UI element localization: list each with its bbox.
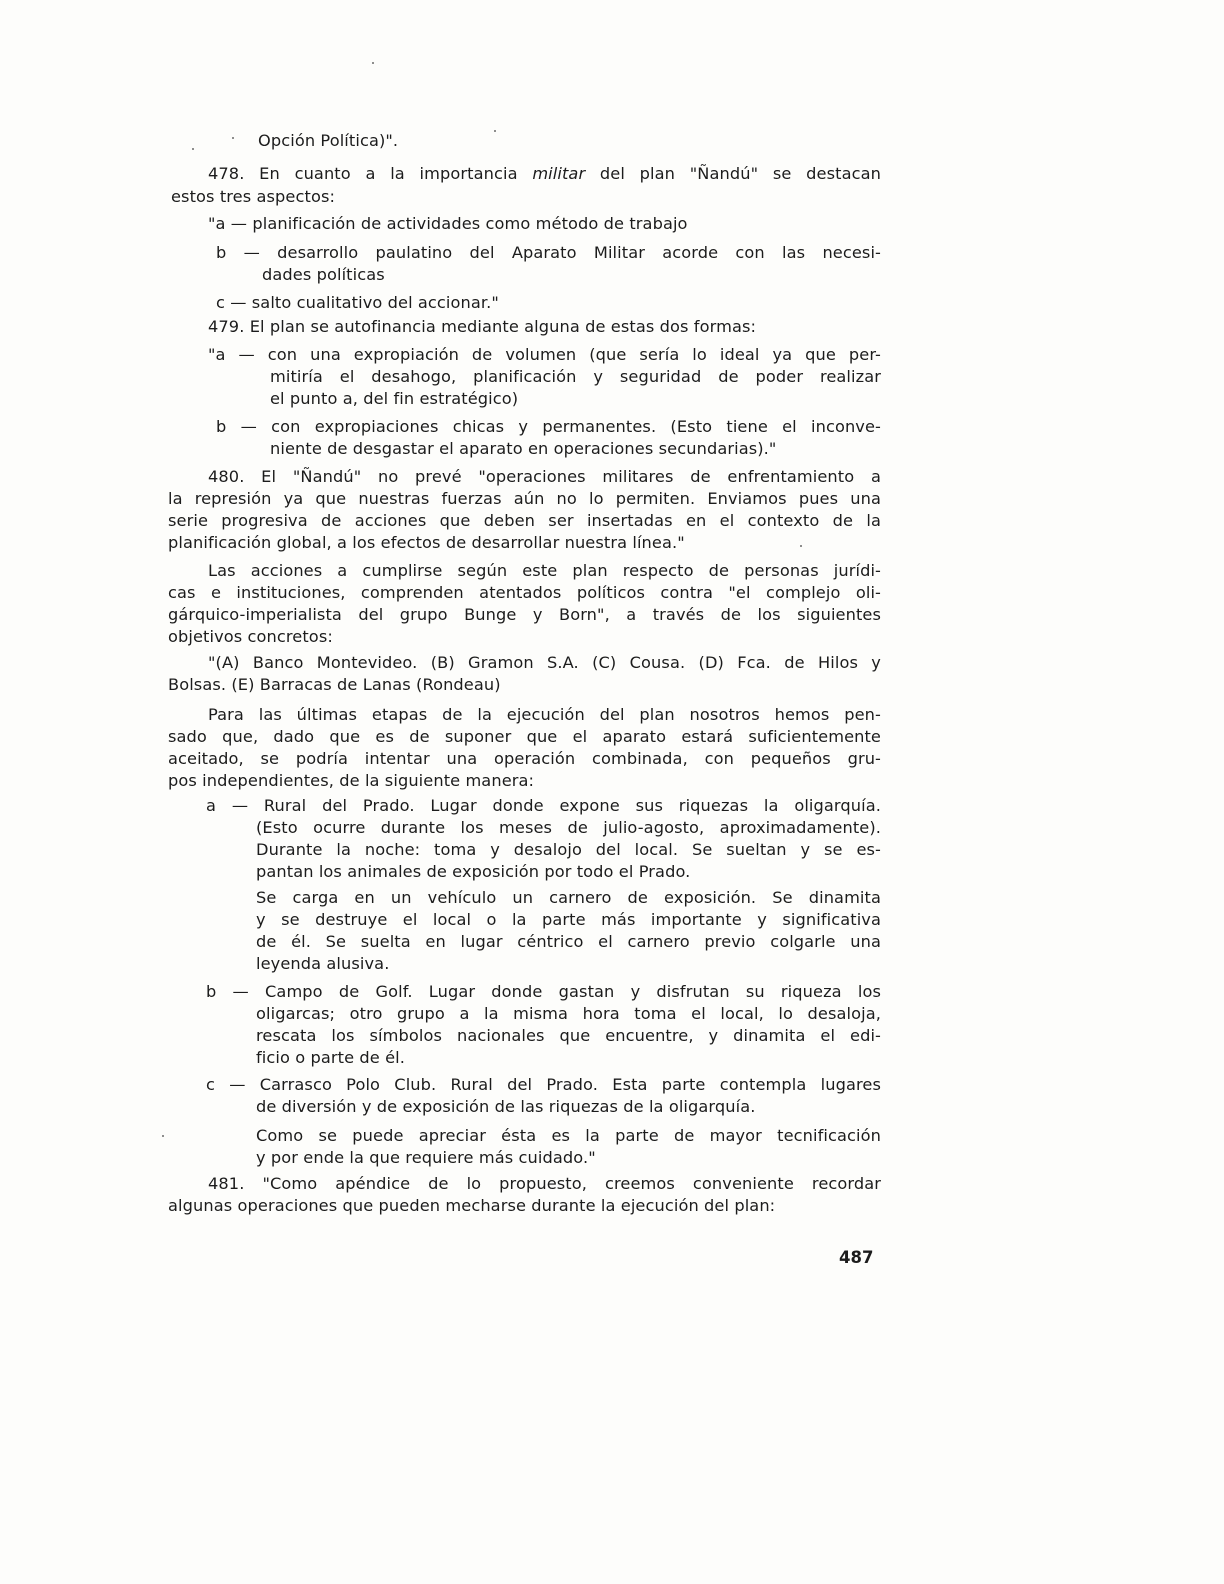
list-line: (Esto ocurre durante los meses de julio-agosto, aproximadamente). — [256, 818, 881, 837]
scan-speck — [800, 545, 802, 547]
list-line: dades políticas — [262, 265, 385, 284]
list-line: niente de desgastar el aparato en operaciones secundarias)." — [270, 439, 777, 458]
emphasis-word: militar — [532, 164, 586, 183]
list-line: leyenda alusiva. — [256, 954, 390, 973]
list-line: ficio o parte de él. — [256, 1048, 405, 1067]
page-number: 487 — [839, 1248, 874, 1267]
text-line: cas e instituciones, comprenden atentados políticos contra "el complejo oli- — [168, 583, 881, 602]
list-line: "a — con una expropiación de volumen (que sería lo ideal ya que per- — [208, 345, 881, 364]
list-line: de diversión y de exposición de las riquezas de la oligarquía. — [256, 1097, 756, 1116]
list-line: b — desarrollo paulatino del Aparato Militar acorde con las necesi- — [216, 243, 881, 262]
text-line: Bolsas. (E) Barracas de Lanas (Rondeau) — [168, 675, 501, 694]
text-line: gárquico-imperialista del grupo Bunge y Born", a través de los siguientes — [168, 605, 881, 624]
text-line: 479. El plan se autofinancia mediante alguna de estas dos formas: — [208, 317, 757, 336]
text-line: aceitado, se podría intentar una operación combinada, con pequeños gru- — [168, 749, 881, 768]
scan-speck — [494, 130, 496, 132]
list-line: Se carga en un vehículo un carnero de exposición. Se dinamita — [256, 888, 881, 907]
list-line: b — Campo de Golf. Lugar donde gastan y disfrutan su riqueza los — [206, 982, 881, 1001]
text-line: serie progresiva de acciones que deben ser insertadas en el contexto de la — [168, 511, 881, 530]
list-line: el punto a, del fin estratégico) — [270, 389, 519, 408]
list-line: Durante la noche: toma y desalojo del local. Se sueltan y se es- — [256, 840, 881, 859]
list-line: a — Rural del Prado. Lugar donde expone sus riquezas la oligarquía. — [206, 796, 881, 815]
text-line: pos independientes, de la siguiente manera: — [168, 771, 535, 790]
scan-speck — [372, 62, 374, 64]
text-line: planificación global, a los efectos de desarrollar nuestra línea." — [168, 533, 685, 552]
text-line: Las acciones a cumplirse según este plan respecto de personas jurídi- — [208, 561, 881, 580]
text-line: algunas operaciones que pueden mecharse durante la ejecución del plan: — [168, 1196, 776, 1215]
list-line: y por ende la que requiere más cuidado." — [256, 1148, 596, 1167]
list-line: c — Carrasco Polo Club. Rural del Prado. Esta parte contempla lugares — [206, 1075, 881, 1094]
scan-speck — [192, 148, 194, 150]
text-line: Para las últimas etapas de la ejecución del plan nosotros hemos pen- — [208, 705, 881, 724]
scan-speck — [162, 1135, 164, 1137]
scan-speck — [232, 137, 234, 139]
text-line: 481. "Como apéndice de lo propuesto, creemos conveniente recordar — [208, 1174, 881, 1193]
list-line: c — salto cualitativo del accionar." — [216, 293, 499, 312]
list-line: mitiría el desahogo, planificación y seguridad de poder realizar — [270, 367, 881, 386]
text-line: objetivos concretos: — [168, 627, 333, 646]
text-line: estos tres aspectos: — [171, 187, 336, 206]
list-line: y se destruye el local o la parte más importante y significativa — [256, 910, 881, 929]
text-line: 478. En cuanto a la importancia militar del plan "Ñandú" se destacan — [208, 164, 881, 183]
list-line: Como se puede apreciar ésta es la parte de mayor tecnificación — [256, 1126, 881, 1145]
text-line: la represión ya que nuestras fuerzas aún no lo permiten. Enviamos pues una — [168, 489, 881, 508]
list-line: b — con expropiaciones chicas y permanentes. (Esto tiene el inconve- — [216, 417, 881, 436]
list-line: de él. Se suelta en lugar céntrico el carnero previo colgarle una — [256, 932, 881, 951]
list-line: oligarcas; otro grupo a la misma hora toma el local, lo desaloja, — [256, 1004, 881, 1023]
text-line: 480. El "Ñandú" no prevé "operaciones militares de enfrentamiento a — [208, 467, 881, 486]
list-line: rescata los símbolos nacionales que encuentre, y dinamita el edi- — [256, 1026, 881, 1045]
text-line: "(A) Banco Montevideo. (B) Gramon S.A. (C) Cousa. (D) Fca. de Hilos y — [208, 653, 881, 672]
list-line: "a — planificación de actividades como método de trabajo — [208, 214, 688, 233]
text-line: sado que, dado que es de suponer que el aparato estará suficientemente — [168, 727, 881, 746]
list-line: pantan los animales de exposición por todo el Prado. — [256, 862, 691, 881]
text-line: Opción Política)". — [258, 131, 399, 150]
